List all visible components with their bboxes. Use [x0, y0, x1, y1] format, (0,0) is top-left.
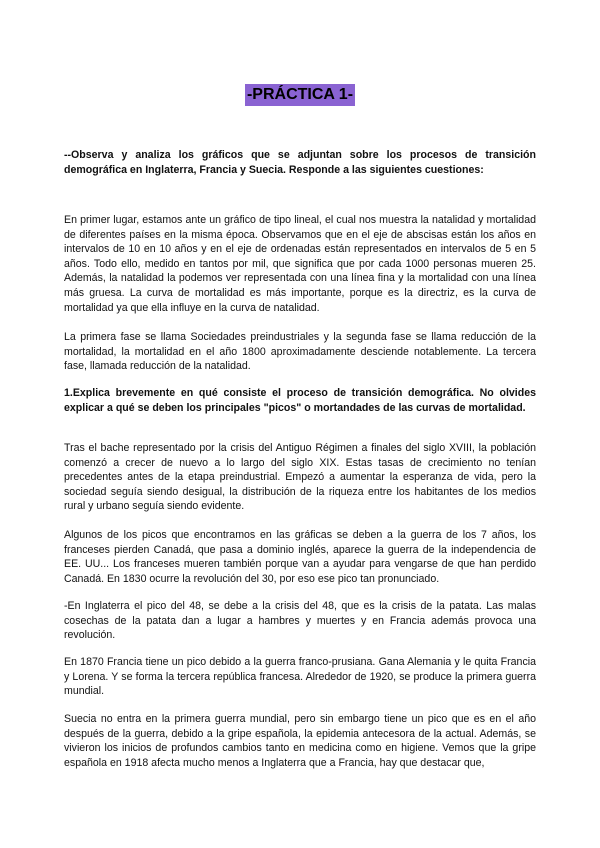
instructions-heading: --Observa y analiza los gráficos que se adjuntan sobre los procesos de transición demográfica en Inglaterra, Francia y Suecia. Responde a las siguientes cuestiones:	[64, 149, 536, 176]
question-1: 1.Explica brevemente en qué consiste el proceso de transición demográfica. No olvides explicar a qué se deben los principales "picos" o mortandades de las curvas de mortalidad.	[64, 387, 536, 414]
page-title: -PRÁCTICA 1-	[245, 84, 355, 106]
paragraph-6: En 1870 Francia tiene un pico debido a la guerra franco-prusiana. Gana Alemania y le quita Francia y Lorena. Y se forma la tercera república francesa. Alrededor de 1920, se produce la primera guerra mundial.	[64, 656, 536, 698]
paragraph-4: Algunos de los picos que encontramos en las gráficas se deben a la guerra de los 7 años, los franceses pierden Canadá, que pasa a dominio inglés, aparece la guerra de la independencia de EE. UU... Los franceses mueren también porque van a ayudar para vengarse de que han perdido Canadá. En 1830 ocurre la revolución del 30, por eso ese pico tan pronunciado.	[64, 529, 536, 585]
title-container	[0, 84, 600, 106]
paragraph-3: Tras el bache representado por la crisis del Antiguo Régimen a finales del siglo XVIII, la población comenzó a crecer de nuevo a lo largo del siglo XIX. Estas tasas de crecimiento no tenían precedentes antes de la etapa preindustrial. Empezó a aumentar la esperanza de vida, pero la sociedad seguía siendo desigual, la distribución de la riqueza entre los habitantes de los medios rural y urbano seguía siendo evidente.	[64, 442, 536, 513]
paragraph-7: Suecia no entra en la primera guerra mundial, pero sin embargo tiene un pico que es en el año después de la guerra, debido a la gripe española, la epidemia antecesora de la actual. Además, se vivieron los inicios de profundos cambios tanto en medicina como en higiene. Vemos que la gripe española en 1918 afecta mucho menos a Inglaterra que a Francia, hay que destacar que,	[64, 713, 536, 769]
paragraph-5: -En Inglaterra el pico del 48, se debe a la crisis del 48, que es la crisis de la patata. Las malas cosechas de la patata dan a lugar a hambres y muertes y en Francia además provoca una revolución.	[64, 600, 536, 642]
paragraph-1: En primer lugar, estamos ante un gráfico de tipo lineal, el cual nos muestra la natalidad y mortalidad de diferentes países en la misma época. Observamos que en el eje de abscisas están los años en intervalos de 10 en 10 años y en el eje de ordenadas están representados en intervalos de 5 en 5 años. Todo ello, medido en tantos por mil, que significa que por cada 1000 personas mueren 25. Además, la natalidad la podemos ver representada con una línea fina y la mortalidad con una línea más gruesa. La curva de mortalidad es más importante, porque es la directriz, es la curva de mortalidad ya que ella influye en la curva de natalidad.	[64, 214, 536, 314]
paragraph-2: La primera fase se llama Sociedades preindustriales y la segunda fase se llama reducción de la mortalidad, la mortalidad en el año 1800 aproximadamente desciende notablemente. La tercera fase, llamada reducción de la natalidad.	[64, 331, 536, 373]
